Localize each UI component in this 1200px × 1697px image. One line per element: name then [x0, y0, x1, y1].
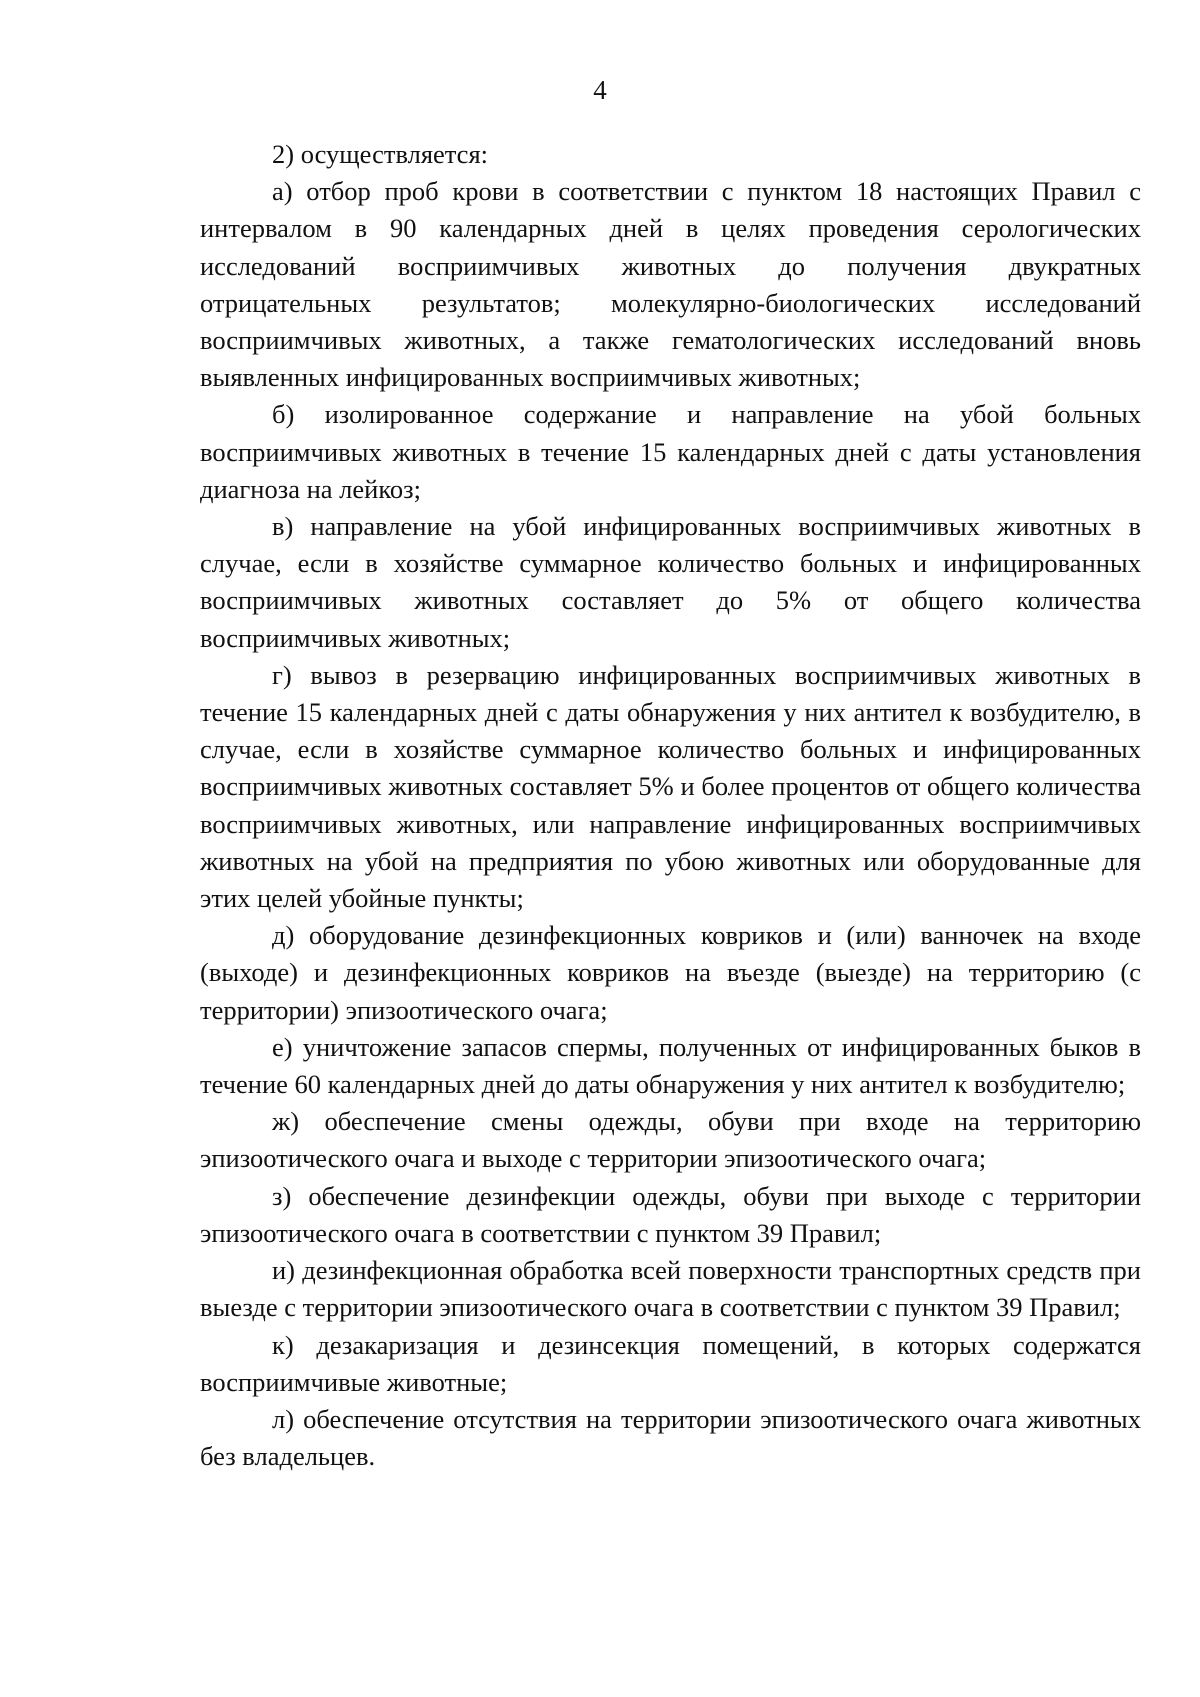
paragraph-item-z: з) обеспечение дезинфекции одежды, обуви при выходе с территории эпизоотического очага в соответствии с пунктом 39 Правил;: [200, 1180, 1141, 1248]
paragraph-item-i: и) дезинфекционная обработка всей поверхности транспортных средств при выезде с территории эпизоотического очага в соответствии с пунктом 39 Правил;: [200, 1255, 1141, 1323]
paragraph-item-l: л) обеспечение отсутствия на территории эпизоотического очага животных без владельцев.: [200, 1403, 1141, 1472]
paragraph-item-a: а) отбор проб крови в соответствии с пунктом 18 настоящих Правил с интервалом в 90 календарных дней в целях проведения серологических исследований восприимчивых животных до получения двукратных отрицательных результатов; молекулярно-биологических исследований восприимчивых животных, а также гематологических исследований вновь выявленных инфицированных восприимчивых животных;: [200, 176, 1141, 393]
paragraph-intro: 2) осуществляется:: [272, 139, 488, 169]
paragraph-item-d: д) оборудование дезинфекционных ковриков и (или) ванночек на входе (выходе) и дезинфекционных ковриков на въезде (выезде) на территорию (с территории) эпизоотического очага;: [200, 920, 1141, 1025]
page-number: 4: [593, 75, 607, 105]
paragraph-item-g: г) вывоз в резервацию инфицированных восприимчивых животных в течение 15 календарных дней с даты обнаружения у них антител к возбудителю, в случае, если в хозяйстве суммарное количество больных и инфицированных восприимчивых животных составляет 5% и более процентов от общего количества восприимчивых животных, или направление инфицированных восприимчивых животных на убой на предприятия по убою животных или оборудованные для этих целей убойные пункты;: [200, 659, 1141, 914]
paragraph-item-k: к) дезакаризация и дезинсекция помещений, в которых содержатся восприимчивые животные;: [200, 1329, 1141, 1397]
paragraph-item-v: в) направление на убой инфицированных восприимчивых животных в случае, если в хозяйстве суммарное количество больных и инфицированных восприимчивых животных составляет до 5% от общего количества восприимчивых животных;: [200, 511, 1141, 653]
document-body: [200, 136, 1141, 1475]
paragraph-item-e: е) уничтожение запасов спермы, полученных от инфицированных быков в течение 60 календарных дней до даты обнаружения у них антител к возбудителю;: [200, 1031, 1141, 1100]
paragraph-item-b: б) изолированное содержание и направление на убой больных восприимчивых животных в течение 15 календарных дней с даты установления диагноза на лейкоз;: [200, 399, 1141, 504]
paragraph-item-zh: ж) обеспечение смены одежды, обуви при входе на территорию эпизоотического очага и выходе с территории эпизоотического очага;: [200, 1106, 1141, 1174]
